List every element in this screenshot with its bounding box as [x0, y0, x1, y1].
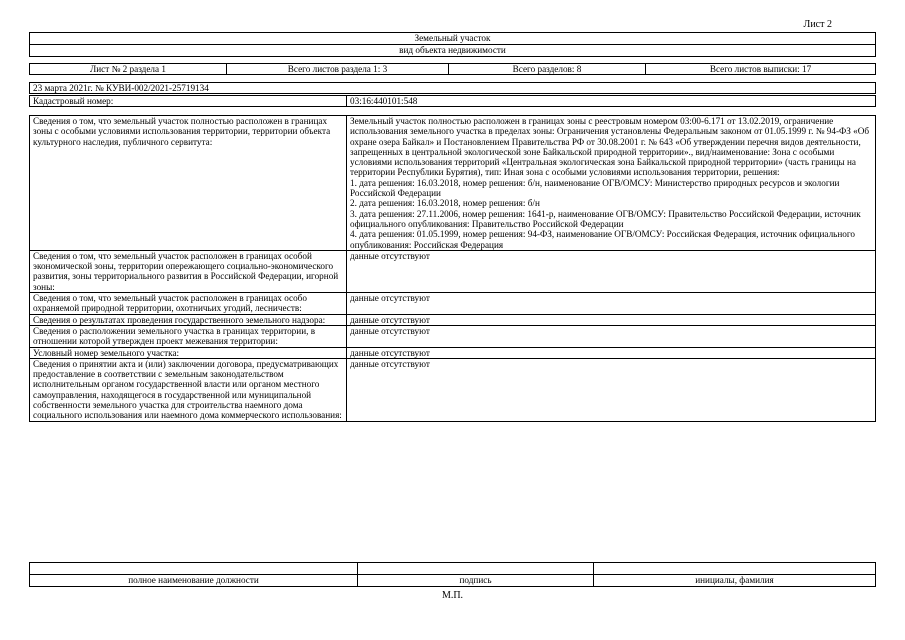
info-row-label: Сведения о том, что земельный участок расположен в границах особой экономической зоны, территории опережающего социально-экономического развития, зоны территориального развития в Российской Федерации, игорной зоны:: [30, 250, 347, 292]
info-value-line: 4. дата решения: 01.05.1999, номер решения: 94-ФЗ, наименование ОГВ/ОМСУ: Российская Федерация, источник официального опубликования: Российская Федерация: [350, 229, 856, 250]
info-value-line: данные отсутствуют: [350, 358, 430, 369]
signature-name-label: инициалы, фамилия: [594, 575, 876, 587]
info-row: [30, 358, 876, 421]
info-row-value: [347, 325, 876, 347]
info-row-label: Сведения о том, что земельный участок полностью расположен в границах зоны с особыми условиями использования территории, территории объекта культурного наследия, публичного сервитута:: [30, 116, 347, 251]
signature-blank-name: [594, 563, 876, 575]
info-value-line: данные отсутствуют: [350, 314, 430, 325]
cadastral-label: Кадастровый номер:: [30, 96, 347, 107]
info-row: [30, 116, 876, 251]
info-row-label: Сведения о расположении земельного участка в границах территории, в отношении которой утвержден проект межевания территории:: [30, 325, 347, 347]
object-header: [29, 32, 876, 57]
info-row: [30, 325, 876, 347]
signature-blank-position: [30, 563, 358, 575]
info-row-value: [347, 116, 876, 251]
sheet-number: Лист 2: [803, 19, 832, 30]
meta-sheet-of-section: Лист № 2 раздела 1: [30, 64, 227, 75]
info-value-line: 3. дата решения: 27.11.2006, номер решения: 1641-р, наименование ОГВ/ОМСУ: Правительство Российской Федерации, источник официального опубликования: Правительство Российской Федерации: [350, 208, 861, 229]
info-row-value: [347, 314, 876, 325]
signature-table: [29, 562, 876, 587]
info-table: [29, 115, 876, 422]
info-value-line: данные отсутствуют: [350, 325, 430, 336]
meta-total-sheets: Всего листов выписки: 17: [646, 64, 876, 75]
meta-section-sheets: Всего листов раздела 1: 3: [227, 64, 449, 75]
object-subtitle: вид объекта недвижимости: [30, 45, 876, 57]
info-value-line: 1. дата решения: 16.03.2018, номер решения: б/н, наименование ОГВ/ОМСУ: Министерство природных ресурсов и экологии Российской Федерации: [350, 177, 840, 199]
info-row: [30, 314, 876, 325]
signature-position-label: полное наименование должности: [30, 575, 358, 587]
info-row-label: Сведения о результатах проведения государственного земельного надзора:: [30, 314, 347, 325]
cadastral-value: 03:16:440101:548: [347, 96, 876, 107]
info-row-value: [347, 358, 876, 421]
info-row-value: [347, 347, 876, 358]
info-value-line: данные отсутствуют: [350, 250, 430, 261]
info-row: [30, 347, 876, 358]
object-title: Земельный участок: [30, 33, 876, 45]
info-value-line: Земельный участок полностью расположен в границах зоны с реестровым номером 03:00-6.171 от 13.02.2019, ограничение использования земельного участка в пределах зоны: Ограничения установлены Федеральным законом от 01.05.1999 г. № 94-ФЗ «Об охране озера Байкал» и Постановлением Правительства РФ от 30.08.2001 г. № 643 «Об утверждении перечня видов деятельности, запрещенных в центральной экологической зоне Байкальской природной территории»., вид/наименование: Зона с особыми условиями использования территорий «Центральная экологическая зона Байкальской природной территории» (часть границы на территории Республики Бурятия), тип: Иная зона с особыми условиями использования территории, решения:: [350, 116, 870, 178]
info-row-label: Сведения о том, что земельный участок расположен в границах особо охраняемой природной территории, охотничьих угодий, лесничеств:: [30, 293, 347, 315]
info-row-label: Условный номер земельного участка:: [30, 347, 347, 358]
signature-sign-label: подпись: [358, 575, 594, 587]
stamp-place: М.П.: [441, 590, 464, 601]
meta-sections: Всего разделов: 8: [449, 64, 646, 75]
info-row-label: Сведения о принятии акта и (или) заключении договора, предусматривающих предоставление в соответствии с земельным законодательством исполнительным органом государственной власти или органом местного самоуправления, находящегося в государственной или муниципальной собственности земельного участка для строительства наемного дома социального использования или наемного дома коммерческого использования:: [30, 358, 347, 421]
signature-blank-sign: [358, 563, 594, 575]
info-row: [30, 250, 876, 292]
info-row-value: [347, 293, 876, 315]
cadastral-row: [29, 95, 876, 107]
info-row: [30, 293, 876, 315]
info-value-line: 2. дата решения: 16.03.2018, номер решения: б/н: [350, 198, 540, 209]
date-line: [29, 82, 876, 94]
sheet-meta: [29, 63, 876, 75]
date-number: 23 марта 2021г. № КУВИ-002/2021-25719134: [30, 83, 876, 94]
info-row-value: [347, 250, 876, 292]
info-value-line: данные отсутствуют: [350, 347, 430, 358]
info-value-line: данные отсутствуют: [350, 293, 430, 304]
